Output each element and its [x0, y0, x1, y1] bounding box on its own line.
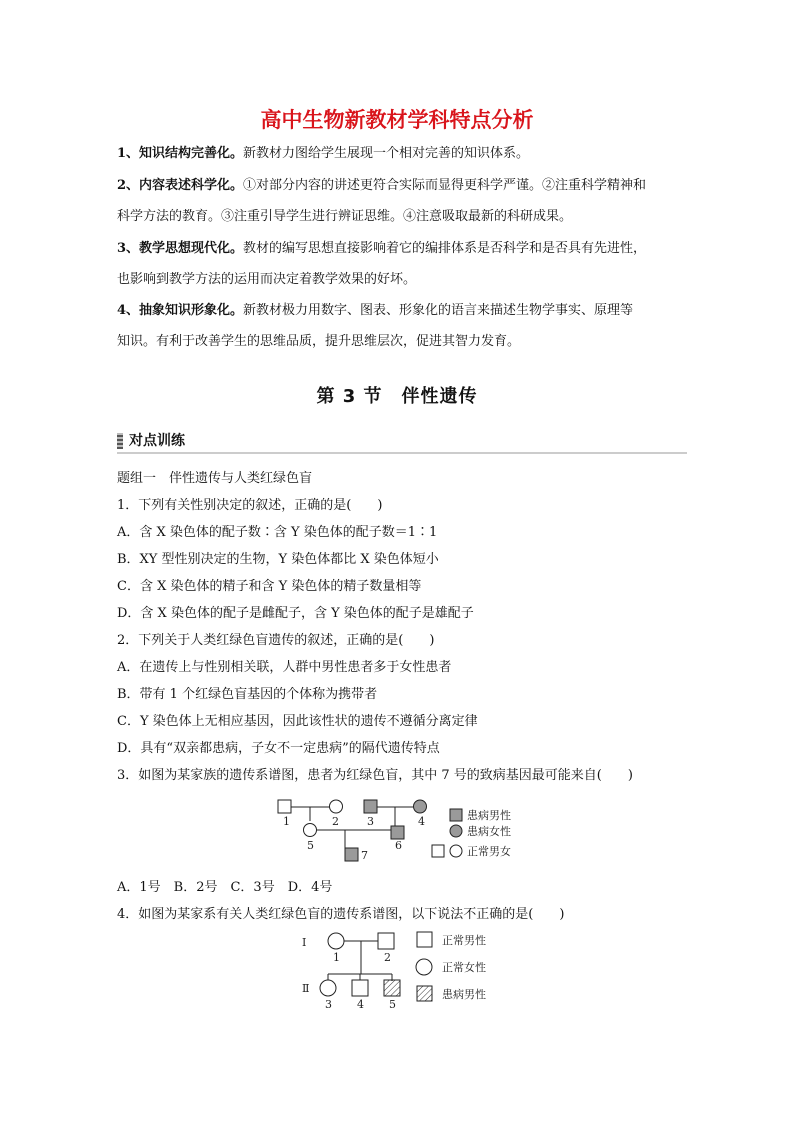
- feature-4-head: 4、抽象知识形象化。: [117, 303, 244, 318]
- feature-1: [117, 138, 687, 169]
- q1-option-c: C．含 X 染色体的精子和含 Y 染色体的精子数量相等: [117, 579, 422, 594]
- ped1-number: 7: [361, 849, 368, 862]
- q1-option-a: A．含 X 染色体的配子数∶含 Y 染色体的配子数＝1∶1: [117, 525, 438, 540]
- ped2-female-1: [328, 933, 344, 949]
- ped1-number: 2: [332, 815, 339, 828]
- generation-label-1: Ⅰ: [302, 936, 307, 949]
- ped1-female-4-affected: [414, 800, 427, 813]
- q1-stem: 1．下列有关性别决定的叙述，正确的是( ): [117, 498, 383, 513]
- legend-affected-male-icon: [450, 809, 462, 821]
- feature-3: [117, 233, 687, 295]
- ped1-number: 4: [418, 815, 425, 828]
- section-marker-icon: [117, 433, 123, 449]
- legend-normal-female-icon: [416, 959, 432, 975]
- ped1-legend-normal: 正常男女: [467, 845, 511, 858]
- ped2-number: 3: [325, 998, 332, 1011]
- feature-3-text: 教材的编写思想直接影响着它的编排体系是否科学和是否具有先进性，: [243, 241, 647, 256]
- ped1-legend-affected-female: 患病女性: [467, 825, 511, 838]
- feature-2: [117, 170, 687, 232]
- ped1-female-2: [330, 800, 343, 813]
- q2-option-d: D．具有“双亲都患病，子女不一定患病”的隔代遗传特点: [117, 741, 440, 756]
- feature-2-text-cont: 科学方法的教育。③注重引导学生进行辨证思维。④注意吸取最新的科研成果。: [117, 209, 573, 224]
- pedigree-chart-2: [296, 926, 516, 1012]
- legend-normal-female-icon: [450, 845, 462, 857]
- q1-option-b: B．XY 型性别决定的生物，Y 染色体都比 X 染色体短小: [117, 552, 439, 567]
- ped1-legend-affected-male: 患病男性: [467, 809, 511, 822]
- feature-3-head: 3、教学思想现代化。: [117, 241, 244, 256]
- ped2-number: 5: [389, 998, 396, 1011]
- ped2-number: 1: [333, 951, 340, 964]
- q3-options: A．1号 B．2号 C．3号 D．4号: [117, 880, 333, 895]
- generation-label-2: Ⅱ: [302, 982, 310, 995]
- ped1-male-6-affected: [391, 826, 404, 839]
- ped2-female-3: [320, 980, 336, 996]
- section-label: 对点训练: [129, 433, 185, 449]
- feature-1-text: 新教材力图给学生展现一个相对完善的知识体系。: [243, 146, 530, 161]
- q2-option-c: C．Y 染色体上无相应基因，因此该性状的遗传不遵循分离定律: [117, 714, 478, 729]
- ped2-male-2: [378, 933, 394, 949]
- ped1-number: 1: [283, 815, 290, 828]
- ped1-male-3-affected: [364, 800, 377, 813]
- ped2-male-4: [352, 980, 368, 996]
- q2-stem: 2．下列关于人类红绿色盲遗传的叙述，正确的是( ): [117, 633, 435, 648]
- legend-affected-female-icon: [450, 825, 462, 837]
- feature-1-head: 1、知识结构完善化。: [117, 146, 244, 161]
- ped1-number: 3: [367, 815, 374, 828]
- feature-2-head: 2、内容表述科学化。: [117, 178, 244, 193]
- q2-option-a: A．在遗传上与性别相关联，人群中男性患者多于女性患者: [117, 660, 452, 675]
- ped2-number: 4: [357, 998, 364, 1011]
- q1-option-d: D．含 X 染色体的配子是雌配子，含 Y 染色体的配子是雄配子: [117, 606, 474, 621]
- feature-4-text: 新教材极力用数字、图表、形象化的语言来描述生物学事实、原理等: [243, 303, 634, 318]
- q4-stem: 4．如图为某家系有关人类红绿色盲的遗传系谱图，以下说法不正确的是( ): [117, 907, 565, 922]
- q3-stem: 3．如图为某家族的遗传系谱图，患者为红绿色盲，其中 7 号的致病基因最可能来自( ): [117, 768, 633, 783]
- feature-4: [117, 295, 687, 357]
- ped2-number: 2: [384, 951, 391, 964]
- legend-normal-male-icon: [417, 932, 432, 947]
- ped1-female-5: [304, 824, 317, 837]
- legend-normal-male-icon: [432, 845, 444, 857]
- legend-affected-male-icon: [417, 986, 432, 1001]
- ped1-male-1: [278, 800, 291, 813]
- question-group: 题组一 伴性遗传与人类红绿色盲: [117, 471, 313, 486]
- ped2-legend-normal-female: 正常女性: [442, 961, 486, 974]
- page-title: 高中生物新教材学科特点分析: [260, 108, 534, 132]
- q2-option-b: B．带有 1 个红绿色盲基因的个体称为携带者: [117, 687, 378, 702]
- section-title: 第 3 节 伴性遗传: [316, 386, 478, 407]
- section-rule: [117, 452, 687, 454]
- section-bar: [117, 430, 687, 452]
- ped2-male-5-affected: [384, 980, 400, 996]
- pedigree-chart-1: [270, 796, 540, 868]
- feature-4-text-cont: 知识。有利于改善学生的思维品质，提升思维层次，促进其智力发育。: [117, 334, 521, 349]
- feature-2-text: ①对部分内容的讲述更符合实际而显得更科学严谨。②注重科学精神和: [243, 178, 647, 193]
- ped1-male-7-affected: [345, 848, 358, 861]
- ped1-number: 5: [307, 839, 314, 852]
- feature-3-text-cont: 也影响到教学方法的运用而决定着教学效果的好坏。: [117, 272, 417, 287]
- ped2-legend-normal-male: 正常男性: [442, 934, 486, 947]
- ped1-number: 6: [395, 839, 402, 852]
- ped2-legend-affected-male: 患病男性: [442, 988, 486, 1001]
